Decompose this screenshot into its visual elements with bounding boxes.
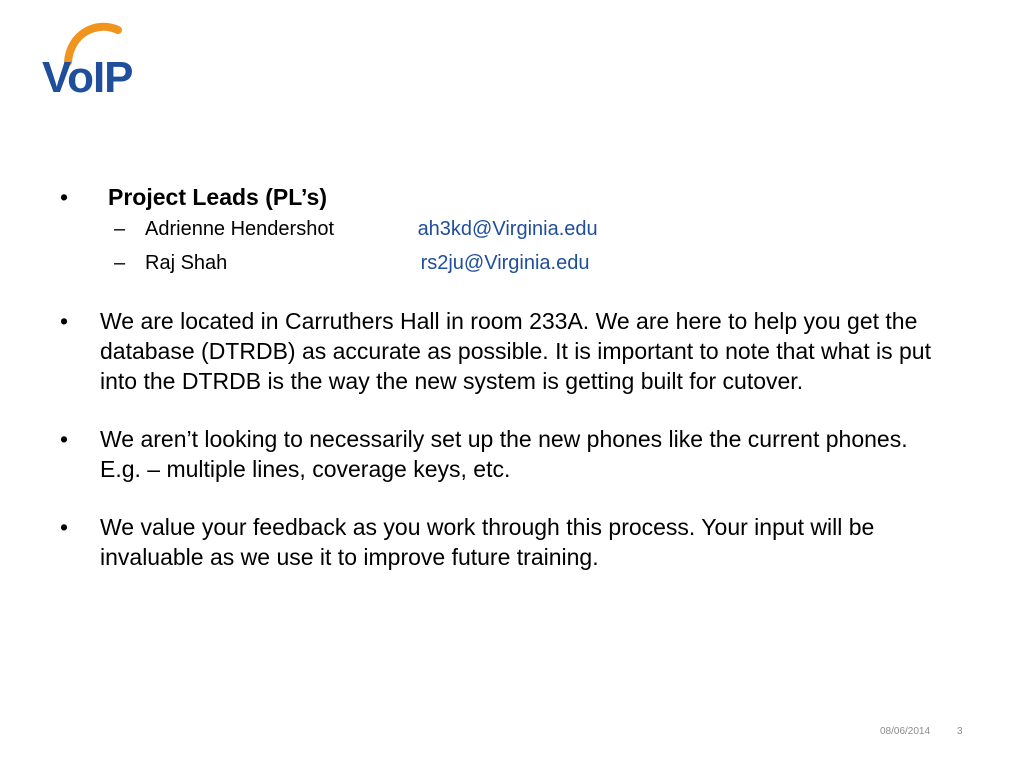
dash-symbol: –: [114, 252, 126, 274]
lead-name: Adrienne Hendershot: [145, 218, 335, 240]
dash-symbol: –: [114, 218, 126, 240]
bullet-text: We value your feedback as you work through this process. Your input will be invaluable as we use it to improve future training.: [100, 514, 875, 570]
feedback-bullet: [60, 512, 940, 572]
lead-email-link[interactable]: ah3kd@Virginia.edu: [417, 218, 598, 240]
lead-name: Raj Shah: [145, 252, 228, 274]
bullet-symbol: •: [60, 426, 69, 452]
bullet-symbol: •: [60, 308, 69, 334]
voip-logo: [40, 18, 155, 100]
logo-text: VoIP: [42, 53, 133, 100]
page-number: 3: [957, 726, 963, 737]
voip-logo-graphic: [40, 18, 155, 100]
lead-row: [60, 212, 940, 246]
footer-date: 08/06/2014: [880, 726, 931, 737]
bullet-text: We are located in Carruthers Hall in room 233A. We are here to help you get the database (DTRDB) as accurate as possible. It is important to note that what is put into the DTRDB is the way the new system is getting built for cutover.: [100, 308, 931, 394]
bullet-symbol: •: [60, 514, 69, 540]
project-leads-heading: Project Leads (PL’s): [108, 184, 327, 210]
location-bullet: [60, 306, 940, 396]
phones-bullet: [60, 424, 940, 484]
slide-body: [60, 182, 940, 572]
lead-row: [60, 246, 940, 280]
bullet-text: We aren’t looking to necessarily set up the new phones like the current phones. E.g. – multiple lines, coverage keys, etc.: [100, 426, 908, 482]
project-leads-bullet: [60, 182, 940, 212]
lead-email-link[interactable]: rs2ju@Virginia.edu: [420, 252, 590, 274]
bullet-symbol: •: [60, 184, 69, 210]
